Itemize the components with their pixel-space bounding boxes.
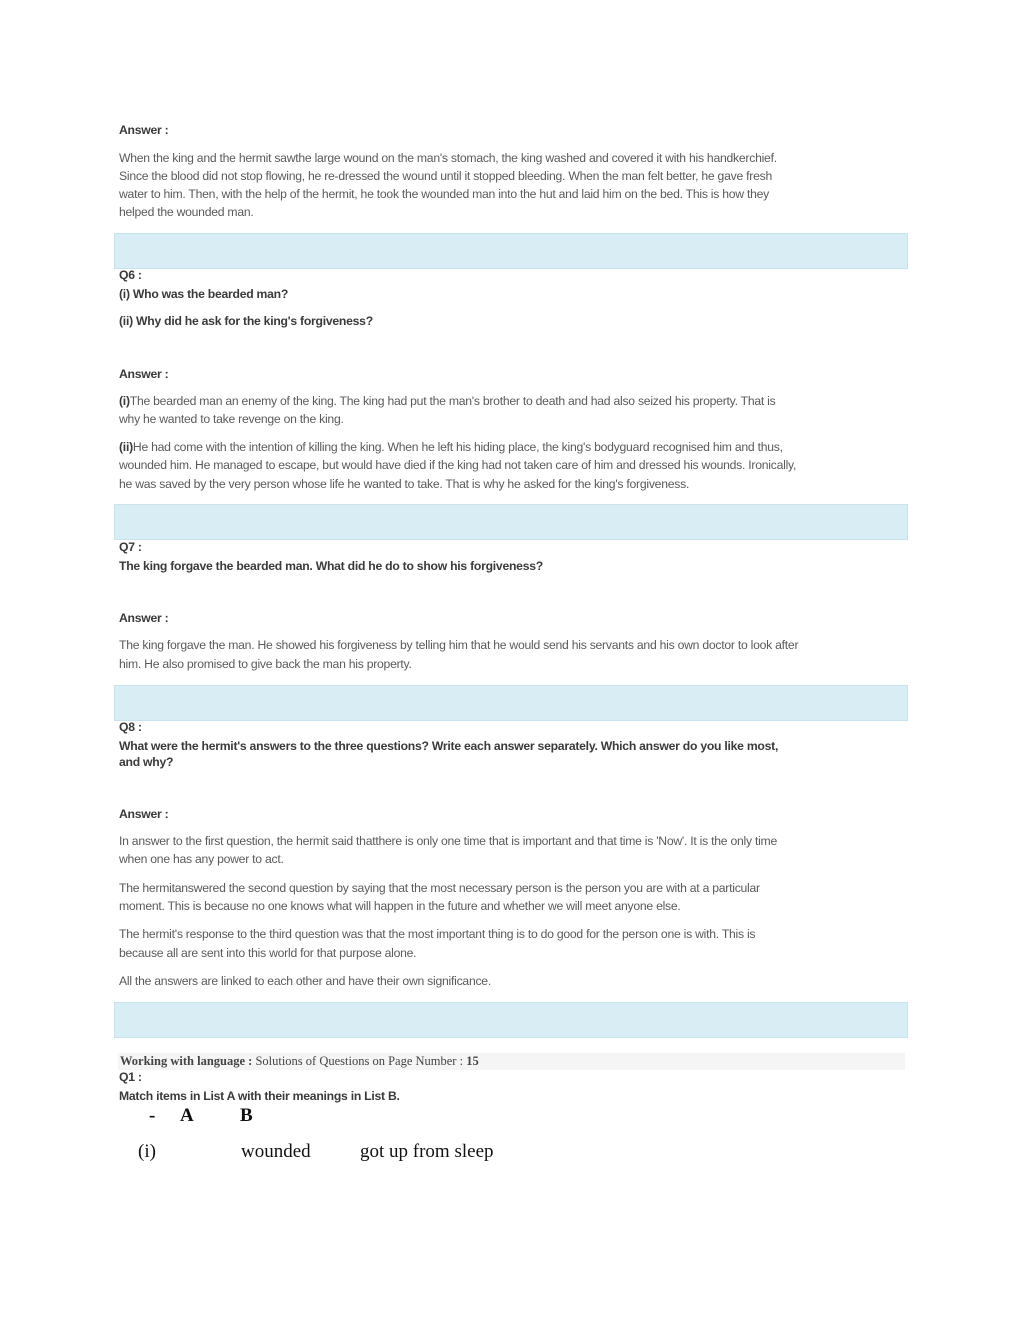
answer-line <box>119 392 775 410</box>
separator-band <box>114 685 908 721</box>
table-header-b: B <box>240 1105 253 1126</box>
answer-tag: (ii) <box>119 440 133 454</box>
question-text: What were the hermit's answers to the three questions? Write each answer separately. Which answer do you like most, <box>119 739 779 753</box>
answer-line: why he wanted to take revenge on the king. <box>119 412 344 426</box>
answer-line: The hermit's response to the third question was that the most important thing is to do good for the person one is with. This is <box>119 927 756 941</box>
section-subtitle: Solutions of Questions on Page Number : <box>252 1054 467 1068</box>
table-cell-a: wounded <box>241 1141 311 1162</box>
question-text: The king forgave the bearded man. What did he do to show his forgiveness? <box>119 559 543 573</box>
question-text: (i) Who was the bearded man? <box>119 287 289 301</box>
table-row-number: (i) <box>138 1141 156 1162</box>
answer-text: He had come with the intention of killing the king. When he left his hiding place, the king's bodyguard recognised him and thus, <box>132 440 783 454</box>
answer-line: Since the blood did not stop flowing, he re-dressed the wound until it stopped bleeding. When the man felt better, he gave fresh <box>119 169 772 183</box>
question-text: and why? <box>119 755 174 769</box>
page-number: 15 <box>466 1054 479 1068</box>
answer-line <box>119 438 783 456</box>
answer-line: The king forgave the man. He showed his forgiveness by telling him that he would send his servants and his own doctor to look after <box>119 638 799 652</box>
question-text: (ii) Why did he ask for the king's forgiveness? <box>119 314 373 328</box>
answer-label: Answer : <box>119 367 169 381</box>
question-label: Q7 : <box>119 540 142 554</box>
answer-line: All the answers are linked to each other and have their own significance. <box>119 974 491 988</box>
answer-line: him. He also promised to give back the man his property. <box>119 657 412 671</box>
answer-line: In answer to the first question, the hermit said thatthere is only one time that is important and that time is 'Now'. It is the only time <box>119 834 777 848</box>
section-header <box>118 1053 905 1070</box>
answer-line: he was saved by the very person whose life he wanted to take. That is why he asked for the king's forgiveness. <box>119 477 690 491</box>
question-label: Q6 : <box>119 268 142 282</box>
separator-band <box>114 504 908 540</box>
answer-tag: (i) <box>119 394 130 408</box>
separator-band <box>114 1002 908 1038</box>
question-label: Q1 : <box>119 1070 142 1084</box>
answer-text: The bearded man an enemy of the king. The king had put the man's brother to death and had also seized his property. That is <box>129 394 776 408</box>
answer-line: because all are sent into this world for that purpose alone. <box>119 946 417 960</box>
answer-label: Answer : <box>119 123 169 137</box>
table-cell-b: got up from sleep <box>360 1141 494 1162</box>
table-header-a: A <box>180 1105 194 1126</box>
answer-label: Answer : <box>119 807 169 821</box>
question-text: Match items in List A with their meanings in List B. <box>119 1089 400 1103</box>
answer-line: when one has any power to act. <box>119 852 284 866</box>
answer-line: When the king and the hermit sawthe large wound on the man's stomach, the king washed and covered it with his handkerchief. <box>119 151 777 165</box>
question-label: Q8 : <box>119 720 142 734</box>
answer-line: wounded him. He managed to escape, but would have died if the king had not taken care of him and dressed his wounds. Ironically, <box>119 458 797 472</box>
separator-band <box>114 233 908 269</box>
answer-line: water to him. Then, with the help of the hermit, he took the wounded man into the hut and laid him on the bed. This is how they <box>119 187 770 201</box>
answer-line: moment. This is because no one knows what will happen in the future and whether we will meet anyone else. <box>119 899 681 913</box>
answer-line: The hermitanswered the second question by saying that the most necessary person is the person you are with at a particular <box>119 881 760 895</box>
answer-line: helped the wounded man. <box>119 205 254 219</box>
answer-label: Answer : <box>119 611 169 625</box>
section-title: Working with language : <box>120 1054 253 1068</box>
table-header-dash: - <box>149 1105 156 1126</box>
